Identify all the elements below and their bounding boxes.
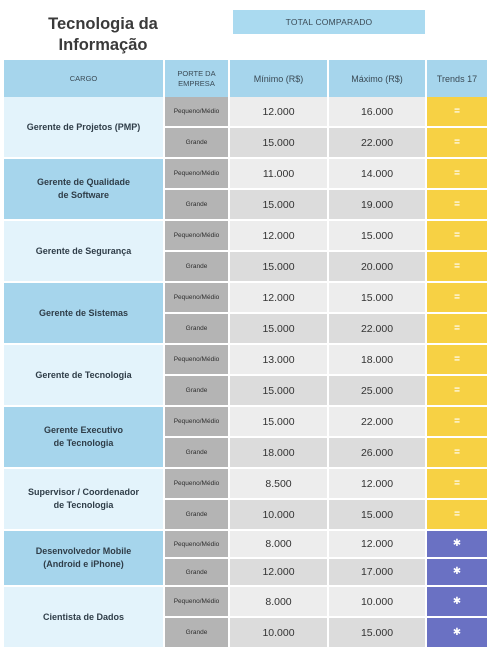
maximo-cell: 16.000 [329, 97, 427, 126]
minimo-cell: 15.000 [230, 128, 329, 157]
minimo-cell: 18.000 [230, 438, 329, 467]
table-row [165, 345, 487, 376]
maximo-cell: 20.000 [329, 252, 427, 281]
maximo-cell: 14.000 [329, 159, 427, 188]
trend-cell [427, 252, 487, 281]
porte-cell: Grande [165, 376, 230, 405]
porte-cell: Pequeno/Médio [165, 587, 230, 616]
trend-stable-icon: = [454, 415, 460, 427]
trend-up-icon: ✱ [452, 538, 462, 549]
job-group [4, 407, 487, 469]
trend-cell [427, 159, 487, 188]
minimo-cell: 15.000 [230, 376, 329, 405]
maximo-cell: 18.000 [329, 345, 427, 374]
table-row [165, 128, 487, 159]
minimo-cell: 8.500 [230, 469, 329, 498]
maximo-cell: 17.000 [329, 559, 427, 585]
trend-stable-icon: = [454, 136, 460, 148]
porte-cell: Grande [165, 190, 230, 219]
minimo-cell: 8.000 [230, 587, 329, 616]
trend-cell [427, 283, 487, 312]
porte-cell: Grande [165, 314, 230, 343]
table-row [165, 252, 487, 283]
minimo-cell: 8.000 [230, 531, 329, 557]
porte-cell: Pequeno/Médio [165, 469, 230, 498]
porte-cell: Pequeno/Médio [165, 159, 230, 188]
header-cargo: CARGO [4, 60, 165, 97]
job-group [4, 283, 487, 345]
minimo-cell: 15.000 [230, 252, 329, 281]
minimo-cell: 12.000 [230, 221, 329, 250]
trend-stable-icon: = [454, 322, 460, 334]
porte-cell: Grande [165, 500, 230, 529]
table-row [165, 469, 487, 500]
table-row [165, 190, 487, 221]
porte-cell: Pequeno/Médio [165, 97, 230, 126]
cargo-label: Gerente de Sistemas [4, 283, 165, 345]
maximo-cell: 15.000 [329, 500, 427, 529]
table-row [165, 500, 487, 531]
header-trends: Trends 17 [427, 60, 487, 97]
header-minimo: Mínimo (R$) [230, 60, 329, 97]
maximo-cell: 22.000 [329, 407, 427, 436]
minimo-cell: 15.000 [230, 190, 329, 219]
maximo-cell: 22.000 [329, 128, 427, 157]
page-title: Tecnologia da Informação [48, 15, 158, 54]
trend-stable-icon: = [454, 229, 460, 241]
table-row [165, 376, 487, 407]
trend-cell [427, 587, 487, 616]
minimo-cell: 15.000 [230, 314, 329, 343]
minimo-cell: 11.000 [230, 159, 329, 188]
job-group [4, 97, 487, 159]
trend-cell [427, 97, 487, 126]
table-row [165, 438, 487, 469]
table-row [165, 587, 487, 618]
trend-cell [427, 559, 487, 585]
job-group [4, 587, 487, 649]
minimo-cell: 13.000 [230, 345, 329, 374]
porte-cell: Grande [165, 438, 230, 467]
porte-cell: Grande [165, 128, 230, 157]
trend-stable-icon: = [454, 384, 460, 396]
trend-cell [427, 376, 487, 405]
maximo-cell: 25.000 [329, 376, 427, 405]
trend-up-icon: ✱ [452, 566, 462, 577]
trend-cell [427, 128, 487, 157]
minimo-cell: 10.000 [230, 618, 329, 647]
porte-cell: Pequeno/Médio [165, 531, 230, 557]
salary-table-body [4, 97, 487, 649]
maximo-cell: 10.000 [329, 587, 427, 616]
cargo-label: Gerente Executivo de Tecnologia [4, 407, 165, 469]
maximo-cell: 12.000 [329, 531, 427, 557]
trend-stable-icon: = [454, 508, 460, 520]
trend-stable-icon: = [454, 260, 460, 272]
maximo-cell: 19.000 [329, 190, 427, 219]
maximo-cell: 22.000 [329, 314, 427, 343]
minimo-cell: 15.000 [230, 407, 329, 436]
porte-cell: Pequeno/Médio [165, 407, 230, 436]
trend-cell [427, 407, 487, 436]
maximo-cell: 12.000 [329, 469, 427, 498]
cargo-label: Supervisor / Coordenador de Tecnologia [4, 469, 165, 531]
job-group [4, 531, 487, 587]
trend-cell [427, 469, 487, 498]
total-comparado-label: TOTAL COMPARADO [233, 10, 425, 34]
trend-stable-icon: = [454, 105, 460, 117]
maximo-cell: 15.000 [329, 283, 427, 312]
header-porte: PORTE DA EMPRESA [165, 60, 230, 97]
porte-cell: Pequeno/Médio [165, 345, 230, 374]
trend-stable-icon: = [454, 353, 460, 365]
trend-cell [427, 314, 487, 343]
minimo-cell: 12.000 [230, 97, 329, 126]
trend-stable-icon: = [454, 167, 460, 179]
trend-cell [427, 500, 487, 529]
trend-stable-icon: = [454, 291, 460, 303]
job-group [4, 469, 487, 531]
porte-cell: Grande [165, 618, 230, 647]
trend-cell [427, 190, 487, 219]
trend-stable-icon: = [454, 446, 460, 458]
job-group [4, 345, 487, 407]
minimo-cell: 10.000 [230, 500, 329, 529]
trend-cell [427, 221, 487, 250]
porte-cell: Pequeno/Médio [165, 221, 230, 250]
job-group [4, 221, 487, 283]
trend-cell [427, 438, 487, 467]
cargo-label: Gerente de Projetos (PMP) [4, 97, 165, 159]
table-row [165, 559, 487, 587]
minimo-cell: 12.000 [230, 559, 329, 585]
job-group [4, 159, 487, 221]
table-row [165, 531, 487, 559]
trend-cell [427, 531, 487, 557]
maximo-cell: 26.000 [329, 438, 427, 467]
trend-stable-icon: = [454, 477, 460, 489]
cargo-label: Gerente de Segurança [4, 221, 165, 283]
trend-cell [427, 618, 487, 647]
table-row [165, 314, 487, 345]
trend-stable-icon: = [454, 198, 460, 210]
table-row [165, 159, 487, 190]
minimo-cell: 12.000 [230, 283, 329, 312]
table-row [165, 407, 487, 438]
cargo-label: Gerente de Tecnologia [4, 345, 165, 407]
table-row [165, 221, 487, 252]
cargo-label: Gerente de Qualidade de Software [4, 159, 165, 221]
table-row [165, 97, 487, 128]
porte-cell: Grande [165, 252, 230, 281]
cargo-label: Cientista de Dados [4, 587, 165, 649]
header-maximo: Máximo (R$) [329, 60, 427, 97]
table-row [165, 618, 487, 649]
trend-up-icon: ✱ [452, 595, 462, 607]
table-row [165, 283, 487, 314]
maximo-cell: 15.000 [329, 618, 427, 647]
table-header [4, 60, 487, 97]
trend-cell [427, 345, 487, 374]
porte-cell: Pequeno/Médio [165, 283, 230, 312]
cargo-label: Desenvolvedor Mobile (Android e iPhone) [4, 531, 165, 587]
porte-cell: Grande [165, 559, 230, 585]
trend-up-icon: ✱ [452, 626, 462, 638]
maximo-cell: 15.000 [329, 221, 427, 250]
